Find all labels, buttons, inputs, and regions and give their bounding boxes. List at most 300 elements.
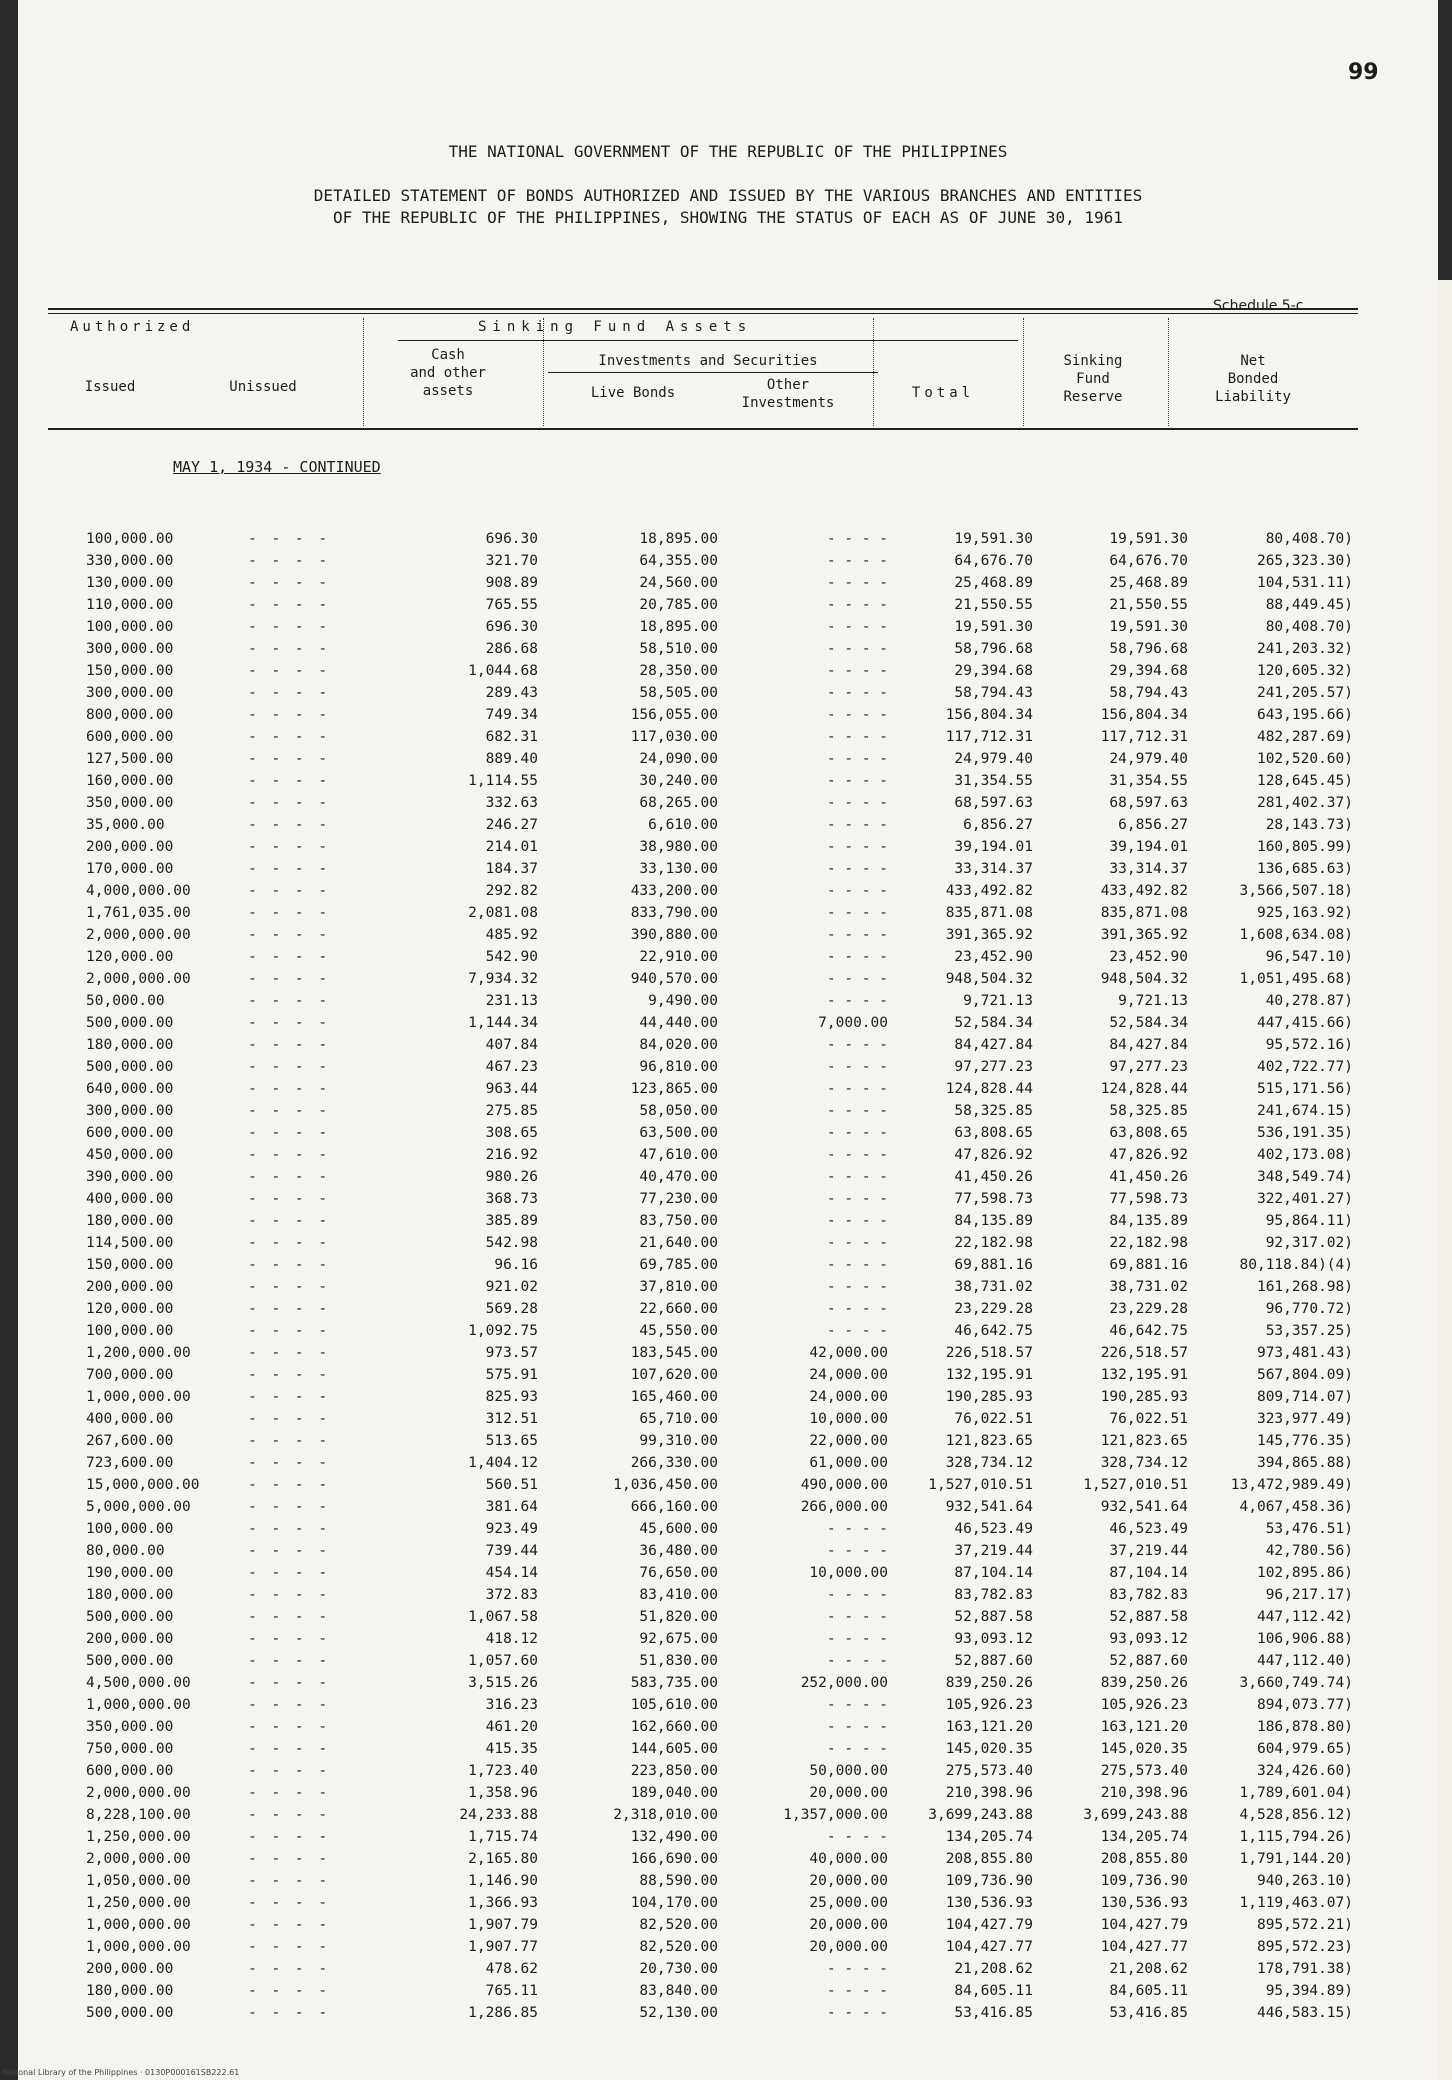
page-number: 99 bbox=[1348, 60, 1379, 85]
header-unissued: Unissued bbox=[229, 379, 297, 395]
cell-total: 1,527,010.51 bbox=[928, 1477, 1033, 1493]
cell-total: 76,022.51 bbox=[954, 1411, 1033, 1427]
table-row bbox=[18, 748, 1438, 770]
cell-net: 4,528,856.12) bbox=[1239, 1807, 1353, 1823]
cell-unissued: - - - - bbox=[248, 1807, 331, 1823]
cell-unissued: - - - - bbox=[248, 1169, 331, 1185]
cell-other: - - - - bbox=[826, 531, 888, 547]
cell-net: 53,357.25) bbox=[1265, 1323, 1353, 1339]
cell-live: 123,865.00 bbox=[630, 1081, 718, 1097]
schedule-label: Schedule 5-c bbox=[1213, 298, 1304, 314]
cell-other: - - - - bbox=[826, 1961, 888, 1977]
cell-reserve: 53,416.85 bbox=[1109, 2005, 1188, 2021]
cell-issued: 200,000.00 bbox=[86, 1961, 174, 1977]
cell-other: - - - - bbox=[826, 1059, 888, 1075]
document-title: THE NATIONAL GOVERNMENT OF THE REPUBLIC OF THE PHILIPPINES bbox=[448, 142, 1008, 161]
cell-other: - - - - bbox=[826, 1257, 888, 1273]
cell-live: 69,785.00 bbox=[639, 1257, 718, 1273]
cell-net: 95,572.16) bbox=[1265, 1037, 1353, 1053]
cell-issued: 35,000.00 bbox=[86, 817, 165, 833]
cell-net: 136,685.63) bbox=[1256, 861, 1353, 877]
column-separator bbox=[1023, 318, 1024, 426]
cell-unissued: - - - - bbox=[248, 1191, 331, 1207]
cell-unissued: - - - - bbox=[248, 1125, 331, 1141]
cell-cash: 24,233.88 bbox=[459, 1807, 538, 1823]
table-row bbox=[18, 1408, 1438, 1430]
cell-live: 107,620.00 bbox=[630, 1367, 718, 1383]
cell-live: 82,520.00 bbox=[639, 1917, 718, 1933]
cell-total: 33,314.37 bbox=[954, 861, 1033, 877]
cell-total: 58,325.85 bbox=[954, 1103, 1033, 1119]
cell-net: 40,278.87) bbox=[1265, 993, 1353, 1009]
column-separator bbox=[363, 318, 364, 426]
cell-issued: 500,000.00 bbox=[86, 2005, 174, 2021]
cell-total: 132,195.91 bbox=[945, 1367, 1033, 1383]
cell-live: 18,895.00 bbox=[639, 531, 718, 547]
cell-cash: 739.44 bbox=[485, 1543, 538, 1559]
cell-cash: 1,723.40 bbox=[468, 1763, 538, 1779]
cell-reserve: 23,452.90 bbox=[1109, 949, 1188, 965]
table-row bbox=[18, 1430, 1438, 1452]
cell-other: - - - - bbox=[826, 1323, 888, 1339]
cell-net: 102,520.60) bbox=[1256, 751, 1353, 767]
cell-reserve: 93,093.12 bbox=[1109, 1631, 1188, 1647]
cell-cash: 1,366.93 bbox=[468, 1895, 538, 1911]
cell-unissued: - - - - bbox=[248, 1939, 331, 1955]
cell-net: 447,112.40) bbox=[1256, 1653, 1353, 1669]
cell-reserve: 109,736.90 bbox=[1100, 1873, 1188, 1889]
cell-issued: 300,000.00 bbox=[86, 641, 174, 657]
cell-unissued: - - - - bbox=[248, 971, 331, 987]
cell-issued: 160,000.00 bbox=[86, 773, 174, 789]
cell-other: - - - - bbox=[826, 949, 888, 965]
cell-other: - - - - bbox=[826, 861, 888, 877]
cell-reserve: 948,504.32 bbox=[1100, 971, 1188, 987]
cell-net: 3,566,507.18) bbox=[1239, 883, 1353, 899]
table-row bbox=[18, 1078, 1438, 1100]
cell-cash: 542.90 bbox=[485, 949, 538, 965]
cell-net: 120,605.32) bbox=[1256, 663, 1353, 679]
cell-cash: 461.20 bbox=[485, 1719, 538, 1735]
table-row bbox=[18, 1628, 1438, 1650]
cell-live: 18,895.00 bbox=[639, 619, 718, 635]
cell-issued: 190,000.00 bbox=[86, 1565, 174, 1581]
cell-cash: 696.30 bbox=[485, 619, 538, 635]
cell-live: 162,660.00 bbox=[630, 1719, 718, 1735]
table-row bbox=[18, 1760, 1438, 1782]
cell-reserve: 433,492.82 bbox=[1100, 883, 1188, 899]
cell-unissued: - - - - bbox=[248, 1785, 331, 1801]
cell-reserve: 84,135.89 bbox=[1109, 1213, 1188, 1229]
cell-other: 20,000.00 bbox=[809, 1873, 888, 1889]
cell-cash: 1,715.74 bbox=[468, 1829, 538, 1845]
cell-net: 643,195.66) bbox=[1256, 707, 1353, 723]
cell-unissued: - - - - bbox=[248, 1367, 331, 1383]
cell-unissued: - - - - bbox=[248, 927, 331, 943]
cell-reserve: 1,527,010.51 bbox=[1083, 1477, 1188, 1493]
cell-live: 28,350.00 bbox=[639, 663, 718, 679]
table-row bbox=[18, 1870, 1438, 1892]
cell-unissued: - - - - bbox=[248, 1257, 331, 1273]
scan-edge-left bbox=[0, 0, 18, 2080]
cell-live: 1,036,450.00 bbox=[613, 1477, 718, 1493]
cell-net: 324,426.60) bbox=[1256, 1763, 1353, 1779]
cell-reserve: 163,121.20 bbox=[1100, 1719, 1188, 1735]
table-row bbox=[18, 638, 1438, 660]
cell-net: 42,780.56) bbox=[1265, 1543, 1353, 1559]
cell-issued: 390,000.00 bbox=[86, 1169, 174, 1185]
cell-unissued: - - - - bbox=[248, 1455, 331, 1471]
cell-unissued: - - - - bbox=[248, 597, 331, 613]
cell-other: - - - - bbox=[826, 1301, 888, 1317]
cell-cash: 485.92 bbox=[485, 927, 538, 943]
cell-reserve: 24,979.40 bbox=[1109, 751, 1188, 767]
cell-other: 20,000.00 bbox=[809, 1939, 888, 1955]
cell-live: 30,240.00 bbox=[639, 773, 718, 789]
cell-unissued: - - - - bbox=[248, 1411, 331, 1427]
cell-live: 266,330.00 bbox=[630, 1455, 718, 1471]
cell-reserve: 29,394.68 bbox=[1109, 663, 1188, 679]
cell-cash: 1,044.68 bbox=[468, 663, 538, 679]
cell-unissued: - - - - bbox=[248, 1103, 331, 1119]
cell-net: 28,143.73) bbox=[1265, 817, 1353, 833]
cell-reserve: 68,597.63 bbox=[1109, 795, 1188, 811]
cell-unissued: - - - - bbox=[248, 1279, 331, 1295]
cell-live: 37,810.00 bbox=[639, 1279, 718, 1295]
cell-reserve: 210,398.96 bbox=[1100, 1785, 1188, 1801]
cell-other: - - - - bbox=[826, 1521, 888, 1537]
cell-net: 446,583.15) bbox=[1256, 2005, 1353, 2021]
cell-other: - - - - bbox=[826, 729, 888, 745]
cell-other: 10,000.00 bbox=[809, 1565, 888, 1581]
cell-total: 93,093.12 bbox=[954, 1631, 1033, 1647]
cell-total: 46,642.75 bbox=[954, 1323, 1033, 1339]
cell-reserve: 97,277.23 bbox=[1109, 1059, 1188, 1075]
cell-other: - - - - bbox=[826, 993, 888, 1009]
cell-net: 241,674.15) bbox=[1256, 1103, 1353, 1119]
cell-total: 3,699,243.88 bbox=[928, 1807, 1033, 1823]
cell-reserve: 21,208.62 bbox=[1109, 1961, 1188, 1977]
cell-issued: 1,761,035.00 bbox=[86, 905, 191, 921]
cell-other: - - - - bbox=[826, 905, 888, 921]
cell-unissued: - - - - bbox=[248, 575, 331, 591]
cell-cash: 316.23 bbox=[485, 1697, 538, 1713]
table-row bbox=[18, 1848, 1438, 1870]
cell-total: 210,398.96 bbox=[945, 1785, 1033, 1801]
cell-reserve: 52,887.60 bbox=[1109, 1653, 1188, 1669]
cell-issued: 100,000.00 bbox=[86, 531, 174, 547]
table-row bbox=[18, 1386, 1438, 1408]
cell-issued: 300,000.00 bbox=[86, 1103, 174, 1119]
cell-cash: 682.31 bbox=[485, 729, 538, 745]
cell-net: 186,878.80) bbox=[1256, 1719, 1353, 1735]
cell-cash: 321.70 bbox=[485, 553, 538, 569]
cell-net: 1,051,495.68) bbox=[1239, 971, 1353, 987]
table-row bbox=[18, 946, 1438, 968]
header-sinking-fund-reserve: Sinking Fund Reserve bbox=[1063, 353, 1123, 405]
cell-net: 925,163.92) bbox=[1256, 905, 1353, 921]
cell-other: 7,000.00 bbox=[818, 1015, 888, 1031]
cell-reserve: 208,855.80 bbox=[1100, 1851, 1188, 1867]
cell-reserve: 132,195.91 bbox=[1100, 1367, 1188, 1383]
cell-total: 47,826.92 bbox=[954, 1147, 1033, 1163]
cell-issued: 600,000.00 bbox=[86, 729, 174, 745]
cell-live: 83,410.00 bbox=[639, 1587, 718, 1603]
cell-other: - - - - bbox=[826, 1103, 888, 1119]
cell-unissued: - - - - bbox=[248, 1345, 331, 1361]
cell-net: 809,714.07) bbox=[1256, 1389, 1353, 1405]
cell-total: 41,450.26 bbox=[954, 1169, 1033, 1185]
cell-total: 37,219.44 bbox=[954, 1543, 1033, 1559]
cell-cash: 478.62 bbox=[485, 1961, 538, 1977]
cell-total: 46,523.49 bbox=[954, 1521, 1033, 1537]
cell-unissued: - - - - bbox=[248, 993, 331, 1009]
cell-cash: 765.55 bbox=[485, 597, 538, 613]
cell-live: 144,605.00 bbox=[630, 1741, 718, 1757]
cell-cash: 1,286.85 bbox=[468, 2005, 538, 2021]
document-subtitle-line1: DETAILED STATEMENT OF BONDS AUTHORIZED AND ISSUED BY THE VARIOUS BRANCHES AND ENTITIES bbox=[313, 186, 1143, 205]
table-row bbox=[18, 880, 1438, 902]
cell-live: 21,640.00 bbox=[639, 1235, 718, 1251]
cell-net: 1,791,144.20) bbox=[1239, 1851, 1353, 1867]
cell-reserve: 9,721.13 bbox=[1118, 993, 1188, 1009]
cell-total: 69,881.16 bbox=[954, 1257, 1033, 1273]
header-investments-and-securities: Investments and Securities bbox=[598, 353, 818, 369]
cell-total: 948,504.32 bbox=[945, 971, 1033, 987]
cell-issued: 500,000.00 bbox=[86, 1015, 174, 1031]
cell-reserve: 21,550.55 bbox=[1109, 597, 1188, 613]
cell-live: 183,545.00 bbox=[630, 1345, 718, 1361]
cell-net: 1,789,601.04) bbox=[1239, 1785, 1353, 1801]
cell-other: - - - - bbox=[826, 751, 888, 767]
cell-issued: 1,000,000.00 bbox=[86, 1917, 191, 1933]
cell-cash: 923.49 bbox=[485, 1521, 538, 1537]
cell-cash: 184.37 bbox=[485, 861, 538, 877]
cell-other: 22,000.00 bbox=[809, 1433, 888, 1449]
cell-total: 275,573.40 bbox=[945, 1763, 1033, 1779]
cell-net: 95,394.89) bbox=[1265, 1983, 1353, 1999]
table-row bbox=[18, 1364, 1438, 1386]
cell-cash: 407.84 bbox=[485, 1037, 538, 1053]
cell-unissued: - - - - bbox=[248, 1389, 331, 1405]
cell-issued: 300,000.00 bbox=[86, 685, 174, 701]
cell-issued: 100,000.00 bbox=[86, 1323, 174, 1339]
cell-net: 95,864.11) bbox=[1265, 1213, 1353, 1229]
cell-reserve: 47,826.92 bbox=[1109, 1147, 1188, 1163]
cell-net: 482,287.69) bbox=[1256, 729, 1353, 745]
cell-issued: 180,000.00 bbox=[86, 1037, 174, 1053]
cell-reserve: 77,598.73 bbox=[1109, 1191, 1188, 1207]
cell-unissued: - - - - bbox=[248, 1213, 331, 1229]
cell-net: 1,119,463.07) bbox=[1239, 1895, 1353, 1911]
cell-live: 666,160.00 bbox=[630, 1499, 718, 1515]
cell-live: 92,675.00 bbox=[639, 1631, 718, 1647]
cell-other: 50,000.00 bbox=[809, 1763, 888, 1779]
cell-live: 104,170.00 bbox=[630, 1895, 718, 1911]
table-row bbox=[18, 858, 1438, 880]
cell-cash: 312.51 bbox=[485, 1411, 538, 1427]
cell-cash: 908.89 bbox=[485, 575, 538, 591]
cell-reserve: 104,427.79 bbox=[1100, 1917, 1188, 1933]
table-row bbox=[18, 1584, 1438, 1606]
cell-issued: 180,000.00 bbox=[86, 1983, 174, 1999]
cell-issued: 1,000,000.00 bbox=[86, 1939, 191, 1955]
cell-net: 973,481.43) bbox=[1256, 1345, 1353, 1361]
cell-unissued: - - - - bbox=[248, 641, 331, 657]
cell-other: - - - - bbox=[826, 1213, 888, 1229]
table-row bbox=[18, 1188, 1438, 1210]
sinking-fund-underline bbox=[398, 340, 1018, 341]
cell-issued: 500,000.00 bbox=[86, 1609, 174, 1625]
table-row bbox=[18, 726, 1438, 748]
cell-unissued: - - - - bbox=[248, 1015, 331, 1031]
cell-live: 40,470.00 bbox=[639, 1169, 718, 1185]
cell-live: 51,830.00 bbox=[639, 1653, 718, 1669]
cell-live: 84,020.00 bbox=[639, 1037, 718, 1053]
bond-table-body bbox=[18, 528, 1438, 2024]
cell-other: - - - - bbox=[826, 641, 888, 657]
header-sinking-fund-assets: Sinking Fund Assets bbox=[478, 319, 753, 335]
table-row bbox=[18, 528, 1438, 550]
cell-reserve: 275,573.40 bbox=[1100, 1763, 1188, 1779]
cell-live: 390,880.00 bbox=[630, 927, 718, 943]
cell-total: 328,734.12 bbox=[945, 1455, 1033, 1471]
table-row bbox=[18, 1122, 1438, 1144]
cell-live: 52,130.00 bbox=[639, 2005, 718, 2021]
cell-cash: 418.12 bbox=[485, 1631, 538, 1647]
cell-cash: 765.11 bbox=[485, 1983, 538, 1999]
table-row bbox=[18, 1452, 1438, 1474]
cell-cash: 513.65 bbox=[485, 1433, 538, 1449]
cell-cash: 454.14 bbox=[485, 1565, 538, 1581]
cell-total: 63,808.65 bbox=[954, 1125, 1033, 1141]
cell-issued: 500,000.00 bbox=[86, 1653, 174, 1669]
cell-cash: 308.65 bbox=[485, 1125, 538, 1141]
cell-unissued: - - - - bbox=[248, 663, 331, 679]
cell-cash: 3,515.26 bbox=[468, 1675, 538, 1691]
table-row bbox=[18, 594, 1438, 616]
table-row bbox=[18, 1936, 1438, 1958]
cell-cash: 1,114.55 bbox=[468, 773, 538, 789]
cell-unissued: - - - - bbox=[248, 619, 331, 635]
cell-reserve: 52,887.58 bbox=[1109, 1609, 1188, 1625]
cell-net: 1,608,634.08) bbox=[1239, 927, 1353, 943]
cell-net: 895,572.23) bbox=[1256, 1939, 1353, 1955]
cell-cash: 216.92 bbox=[485, 1147, 538, 1163]
cell-issued: 350,000.00 bbox=[86, 795, 174, 811]
cell-issued: 1,200,000.00 bbox=[86, 1345, 191, 1361]
cell-live: 20,785.00 bbox=[639, 597, 718, 613]
cell-reserve: 190,285.93 bbox=[1100, 1389, 1188, 1405]
cell-reserve: 226,518.57 bbox=[1100, 1345, 1188, 1361]
table-row bbox=[18, 1738, 1438, 1760]
cell-issued: 640,000.00 bbox=[86, 1081, 174, 1097]
cell-reserve: 84,427.84 bbox=[1109, 1037, 1188, 1053]
cell-cash: 569.28 bbox=[485, 1301, 538, 1317]
header-total: Total bbox=[911, 385, 975, 401]
cell-net: 160,805.99) bbox=[1256, 839, 1353, 855]
table-row bbox=[18, 1474, 1438, 1496]
cell-issued: 150,000.00 bbox=[86, 663, 174, 679]
cell-net: 940,263.10) bbox=[1256, 1873, 1353, 1889]
cell-issued: 500,000.00 bbox=[86, 1059, 174, 1075]
table-row bbox=[18, 1012, 1438, 1034]
cell-unissued: - - - - bbox=[248, 685, 331, 701]
cell-reserve: 121,823.65 bbox=[1100, 1433, 1188, 1449]
cell-issued: 1,250,000.00 bbox=[86, 1895, 191, 1911]
header-other-investments: Other Investments bbox=[741, 377, 835, 411]
cell-total: 97,277.23 bbox=[954, 1059, 1033, 1075]
cell-issued: 600,000.00 bbox=[86, 1125, 174, 1141]
cell-net: 80,408.70) bbox=[1265, 531, 1353, 547]
cell-issued: 50,000.00 bbox=[86, 993, 165, 1009]
cell-issued: 120,000.00 bbox=[86, 1301, 174, 1317]
cell-total: 84,605.11 bbox=[954, 1983, 1033, 1999]
cell-cash: 1,146.90 bbox=[468, 1873, 538, 1889]
cell-net: 178,791.38) bbox=[1256, 1961, 1353, 1977]
cell-total: 104,427.77 bbox=[945, 1939, 1033, 1955]
cell-live: 44,440.00 bbox=[639, 1015, 718, 1031]
cell-cash: 749.34 bbox=[485, 707, 538, 723]
cell-unissued: - - - - bbox=[248, 1565, 331, 1581]
cell-live: 833,790.00 bbox=[630, 905, 718, 921]
cell-other: - - - - bbox=[826, 2005, 888, 2021]
cell-other: - - - - bbox=[826, 971, 888, 987]
cell-reserve: 117,712.31 bbox=[1100, 729, 1188, 745]
header-rule-bottom bbox=[48, 428, 1358, 430]
investments-underline bbox=[548, 372, 878, 373]
header-rule-top-thin bbox=[48, 313, 1358, 314]
cell-net: 128,645.45) bbox=[1256, 773, 1353, 789]
cell-unissued: - - - - bbox=[248, 531, 331, 547]
document-page bbox=[18, 0, 1438, 2080]
cell-live: 99,310.00 bbox=[639, 1433, 718, 1449]
cell-unissued: - - - - bbox=[248, 1763, 331, 1779]
cell-unissued: - - - - bbox=[248, 883, 331, 899]
cell-cash: 575.91 bbox=[485, 1367, 538, 1383]
cell-net: 536,191.35) bbox=[1256, 1125, 1353, 1141]
cell-reserve: 58,796.68 bbox=[1109, 641, 1188, 657]
cell-unissued: - - - - bbox=[248, 1697, 331, 1713]
cell-issued: 723,600.00 bbox=[86, 1455, 174, 1471]
cell-issued: 80,000.00 bbox=[86, 1543, 165, 1559]
cell-other: 42,000.00 bbox=[809, 1345, 888, 1361]
cell-net: 96,770.72) bbox=[1265, 1301, 1353, 1317]
cell-other: - - - - bbox=[826, 685, 888, 701]
table-row bbox=[18, 1804, 1438, 1826]
cell-total: 433,492.82 bbox=[945, 883, 1033, 899]
cell-net: 92,317.02) bbox=[1265, 1235, 1353, 1251]
table-row bbox=[18, 1606, 1438, 1628]
cell-issued: 120,000.00 bbox=[86, 949, 174, 965]
cell-unissued: - - - - bbox=[248, 773, 331, 789]
cell-total: 117,712.31 bbox=[945, 729, 1033, 745]
cell-total: 24,979.40 bbox=[954, 751, 1033, 767]
header-issued: Issued bbox=[84, 379, 136, 395]
cell-net: 80,408.70) bbox=[1265, 619, 1353, 635]
cell-total: 23,229.28 bbox=[954, 1301, 1033, 1317]
cell-reserve: 31,354.55 bbox=[1109, 773, 1188, 789]
document-subtitle-line2: OF THE REPUBLIC OF THE PHILIPPINES, SHOWING THE STATUS OF EACH AS OF JUNE 30, 1961 bbox=[333, 208, 1123, 227]
cell-other: 24,000.00 bbox=[809, 1389, 888, 1405]
cell-reserve: 156,804.34 bbox=[1100, 707, 1188, 723]
cell-live: 22,910.00 bbox=[639, 949, 718, 965]
table-row bbox=[18, 1034, 1438, 1056]
cell-total: 77,598.73 bbox=[954, 1191, 1033, 1207]
cell-issued: 2,000,000.00 bbox=[86, 1785, 191, 1801]
cell-net: 567,804.09) bbox=[1256, 1367, 1353, 1383]
cell-net: 515,171.56) bbox=[1256, 1081, 1353, 1097]
